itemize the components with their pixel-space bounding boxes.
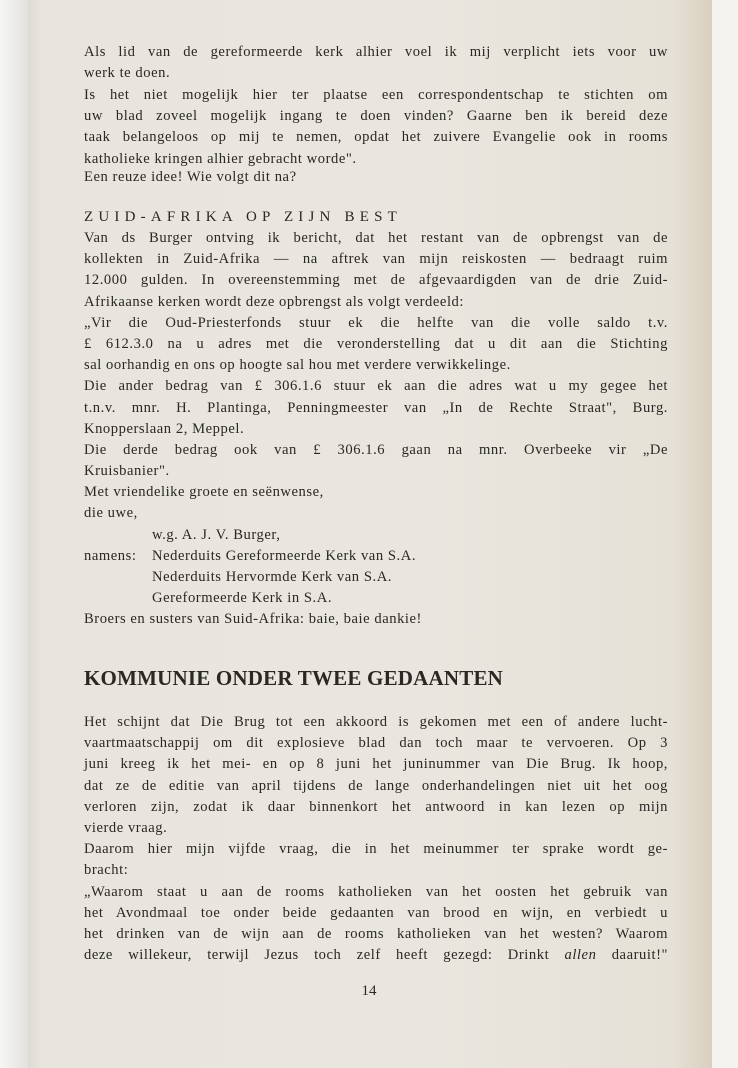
text-line: Afrikaanse kerken wordt deze opbrengst als volgt verdeeld: (84, 293, 464, 310)
text-line: vaartmaatschappij om dit explosieve blad dan toch maar te vervoeren. Op 3 (84, 735, 668, 752)
text-line: verloren zijn, zodat ik daar binnenkort het antwoord in kan lezen op mijn (84, 798, 668, 815)
text-line: Een reuze idee! Wie volgt dit na? (84, 169, 297, 185)
text-line: „Vir die Oud-Priesterfonds stuur ek die helfte van die volle saldo t.v. (84, 314, 668, 331)
text-line: Van ds Burger ontving ik bericht, dat het restant van de opbrengst van de (84, 230, 668, 246)
text-line: Die ander bedrag van £ 306.1.6 stuur ek aan die adres wat u my gegee het (84, 378, 668, 395)
text-line: uw blad zoveel mogelijk ingang te doen vinden? Gaarne ben ik bereid deze (84, 108, 668, 125)
namens-label: namens: (84, 547, 137, 564)
text-line: katholieke kringen alhier gebracht worde". (84, 150, 357, 167)
intro-paragraph-1 (84, 42, 668, 84)
text-line: vierde vraag. (84, 819, 168, 836)
text-line: £ 612.3.0 na u adres met die veronderstelling dat u dit aan die Stichting (84, 335, 668, 352)
text-line: sal oorhandig en ons op hoogte sal hou met verdere verwikkelinge. (84, 357, 511, 374)
text-line: het Avondmaal toe onder beide gedaanten van brood en wijn, en verbiedt u (84, 904, 668, 921)
text-line: juni kreeg ik het mei- en op 8 juni het juninummer van Die Brug. Ik hoop, (84, 756, 668, 773)
intro-paragraph-2 (84, 85, 668, 170)
namens-line (84, 546, 668, 567)
church-name: Nederduits Hervormde Kerk van S.A. (152, 569, 392, 585)
text-line: „Waarom staat u aan de rooms katholieken van het oosten het gebruik van (84, 883, 668, 900)
paragraph (84, 376, 668, 440)
quote-paragraph (84, 882, 668, 967)
paragraph (84, 440, 668, 482)
text-line: het drinken van de wijn aan de rooms katholieken van het westen? Waarom (84, 925, 668, 942)
thanks-line: Broers en susters van Suid-Afrika: baie, baie dankie! (84, 611, 422, 628)
text-span: deze willekeur, terwijl Jezus toch zelf heeft gezegd: Drinkt (84, 947, 565, 964)
text-line: taak belangeloos op mij te nemen, opdat het zuivere Evangelie ook in rooms (84, 129, 668, 146)
section-kommunie-heading-wrap (84, 668, 668, 689)
scan-edge (0, 0, 28, 1068)
text-line (84, 945, 668, 966)
text-line: 12.000 gulden. In overeenstemming met de afgevaardigden van de drie Zuid- (84, 272, 668, 289)
intro-paragraph-3 (84, 167, 668, 188)
closing-line: die uwe, (84, 505, 138, 522)
section-kommunie (84, 712, 668, 966)
emphasis: allen (564, 947, 597, 964)
church-name: Gereformeerde Kerk in S.A. (152, 590, 333, 607)
paragraph (84, 712, 668, 839)
text-line: Als lid van de gereformeerde kerk alhier voel ik mij verplicht iets voor uw (84, 44, 668, 60)
text-line: werk te doen. (84, 65, 171, 82)
text-line: Daarom hier mijn vijfde vraag, die in het meinummer ter sprake wordt ge- (84, 841, 668, 858)
closing-line: Met vriendelike groete en seënwense, (84, 484, 324, 501)
text-line: Knopperslaan 2, Meppel. (84, 420, 245, 437)
text-line: Het schijnt dat Die Brug tot een akkoord is gekomen met een of andere lucht- (84, 714, 668, 730)
text-span: daaruit!" (596, 947, 668, 964)
text-line: t.n.v. mnr. H. Plantinga, Penningmeester van „In de Rechte Straat", Burg. (84, 399, 668, 416)
signature: w.g. A. J. V. Burger, (152, 526, 281, 543)
church-name: Nederduits Gereformeerde Kerk van S.A. (152, 547, 417, 564)
section-heading: ZUID-AFRIKA OP ZIJN BEST (84, 209, 402, 225)
paragraph (84, 313, 668, 377)
text-line: Is het niet mogelijk hier ter plaatse een correspondentschap te stichten om (84, 87, 668, 103)
text-line: kollekten in Zuid-Afrika — na aftrek van mijn reiskosten — bedraagt ruim (84, 251, 668, 268)
text-line: Kruisbanier". (84, 463, 170, 480)
paragraph (84, 839, 668, 881)
section-heading: KOMMUNIE ONDER TWEE GEDAANTEN (84, 666, 504, 690)
page-number: 14 (361, 983, 377, 999)
text-line: bracht: (84, 862, 129, 879)
section-zuid-afrika (84, 206, 668, 631)
paragraph (84, 228, 668, 313)
text-line: Die derde bedrag ook van £ 306.1.6 gaan na mnr. Overbeeke vir „De (84, 441, 668, 458)
text-line: dat ze de editie van april tijdens de lange onderhandelingen niet uit het oog (84, 777, 668, 794)
